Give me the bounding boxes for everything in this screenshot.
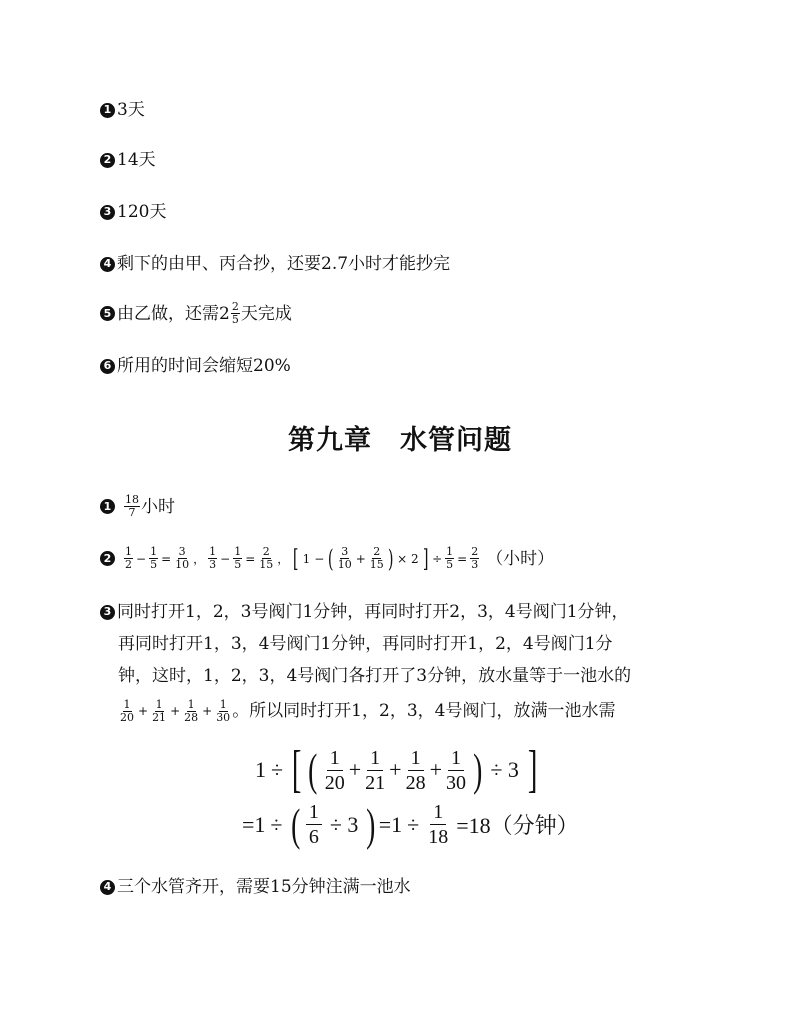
fraction: $\frac{1}{5}$ (234, 545, 242, 571)
bracket-close: ] (527, 741, 538, 798)
number-badge: 3 (100, 205, 115, 220)
fraction: $\frac{1}{5}$ (446, 545, 454, 571)
number-badge: 2 (100, 551, 115, 566)
bracket-open: [ (293, 544, 299, 573)
answer-item-6 (100, 355, 291, 377)
number-badge: 2 (100, 153, 115, 168)
paren-close: ) (387, 544, 394, 573)
number-badge: 4 (100, 880, 115, 895)
fraction: $\frac{1}{28}$ (405, 746, 426, 794)
answer-item-9-4 (100, 876, 411, 898)
fraction: $\frac{1}{6}$ (306, 800, 322, 849)
paragraph-line: 再同时打开1，3，4号阀门1分钟，再同时打开1，2，4号阀门1分 (118, 634, 613, 654)
number-badge: 5 (100, 306, 115, 321)
paren-close: ) (366, 798, 376, 850)
answer-item-4 (100, 253, 450, 275)
fraction: $\frac{1}{30}$ (446, 746, 466, 794)
equals-sign: = (457, 551, 468, 566)
paragraph-line: 3 同时打开1，2，3号阀门1分钟，再同时打开2，3，4号阀门1分钟， (100, 596, 720, 628)
divide-sign: ÷ (432, 551, 443, 566)
answer-item-9-3 (100, 596, 720, 730)
number-badge: 3 (100, 605, 115, 620)
equals-sign: = (245, 551, 256, 566)
comma: ， (193, 551, 206, 566)
times-two: × 2 (397, 551, 419, 566)
fraction: $\frac{1}{21}$ (365, 746, 386, 794)
paren-close: ) (473, 744, 483, 795)
bracket-open: [ (291, 741, 302, 798)
fraction: $\frac{1}{5}$ (150, 545, 158, 571)
equals-sign: = (161, 551, 172, 566)
fraction: $\frac{1}{21}$ (152, 697, 167, 724)
answer-item-5 (100, 301, 292, 326)
fraction: $\frac{1}{2}$ (125, 545, 132, 571)
fraction: $\frac{18}{7}$ (125, 493, 139, 519)
plus-sign: + (355, 551, 366, 566)
fraction: $\frac{1}{18}$ (428, 801, 449, 848)
fraction: $\frac{2}{3}$ (471, 545, 479, 571)
answer-text: 三个水管齐开，需要15分钟注满一池水 (117, 877, 411, 897)
fraction: $\frac{2}{15}$ (259, 545, 274, 571)
number-one: 1 (302, 551, 311, 566)
number-badge: 4 (100, 257, 115, 272)
equation-line-1: 1 ÷ [ ( $\frac{1}{20}$ + $\frac{1}{21}$ + $\frac{1}{28}$ + $\frac{1}{30}$ ) ÷ 3 ] (255, 741, 538, 798)
paren-open: ( (308, 744, 318, 795)
answer-text: 天完成 (240, 303, 292, 324)
fraction: $\frac{1}{3}$ (209, 545, 217, 571)
answer-item-3 (100, 201, 166, 223)
fraction: $\frac{1}{30}$ (216, 697, 231, 724)
fraction: $\frac{3}{10}$ (337, 545, 352, 571)
answer-text: 120天 (117, 202, 167, 222)
chapter-title: 第九章 水管问题 (288, 425, 512, 456)
minus-sign: − (314, 551, 325, 566)
answer-text: 3天 (117, 100, 145, 120)
fraction: $\frac{3}{10}$ (175, 545, 190, 571)
fraction: $\frac{2}{5}$ (231, 300, 239, 326)
answer-text: 由乙做，还需2 (117, 303, 230, 324)
fraction: $\frac{2}{15}$ (369, 545, 384, 571)
fraction: $\frac{1}{28}$ (184, 697, 199, 724)
answer-text: 小时 (141, 496, 175, 517)
answer-item-2 (100, 149, 156, 171)
comma: ， (277, 551, 290, 566)
minus-sign: − (220, 551, 231, 566)
answer-text: 所用的时间会缩短20% (117, 356, 291, 376)
unit-text: （小时） (486, 548, 555, 569)
answer-item-9-1 (100, 494, 175, 519)
paragraph-line: $\frac{1}{20}$ + $\frac{1}{21}$ + $\frac{1}{28}$ + $\frac{1}{30}$ 。所以同时打开1，2，3，4号阀门，放满一池水需 (120, 697, 616, 724)
paren-open: ( (290, 798, 300, 850)
fraction: $\frac{1}{20}$ (120, 697, 134, 724)
answer-text: 剩下的由甲、丙合抄，还要2.7小时才能抄完 (117, 254, 451, 274)
bracket-close: ] (422, 544, 429, 573)
answer-text: 14天 (117, 150, 156, 170)
paragraph-line: 钟，这时，1，2，3，4号阀门各打开了3分钟，放水量等于一池水的 (118, 666, 632, 686)
equation-line-2: =1 ÷ ( $\frac{1}{6}$ ÷ 3 ) =1 ÷ $\frac{1}{18}$ =18（分钟） (242, 798, 579, 850)
minus-sign: − (136, 551, 147, 566)
answer-item-9-2 (100, 546, 554, 571)
answer-item-1 (100, 99, 145, 121)
number-badge: 6 (100, 359, 115, 374)
paren-open: ( (328, 544, 334, 573)
number-badge: 1 (100, 499, 115, 514)
fraction: $\frac{1}{20}$ (324, 746, 345, 794)
number-badge: 1 (100, 103, 115, 118)
